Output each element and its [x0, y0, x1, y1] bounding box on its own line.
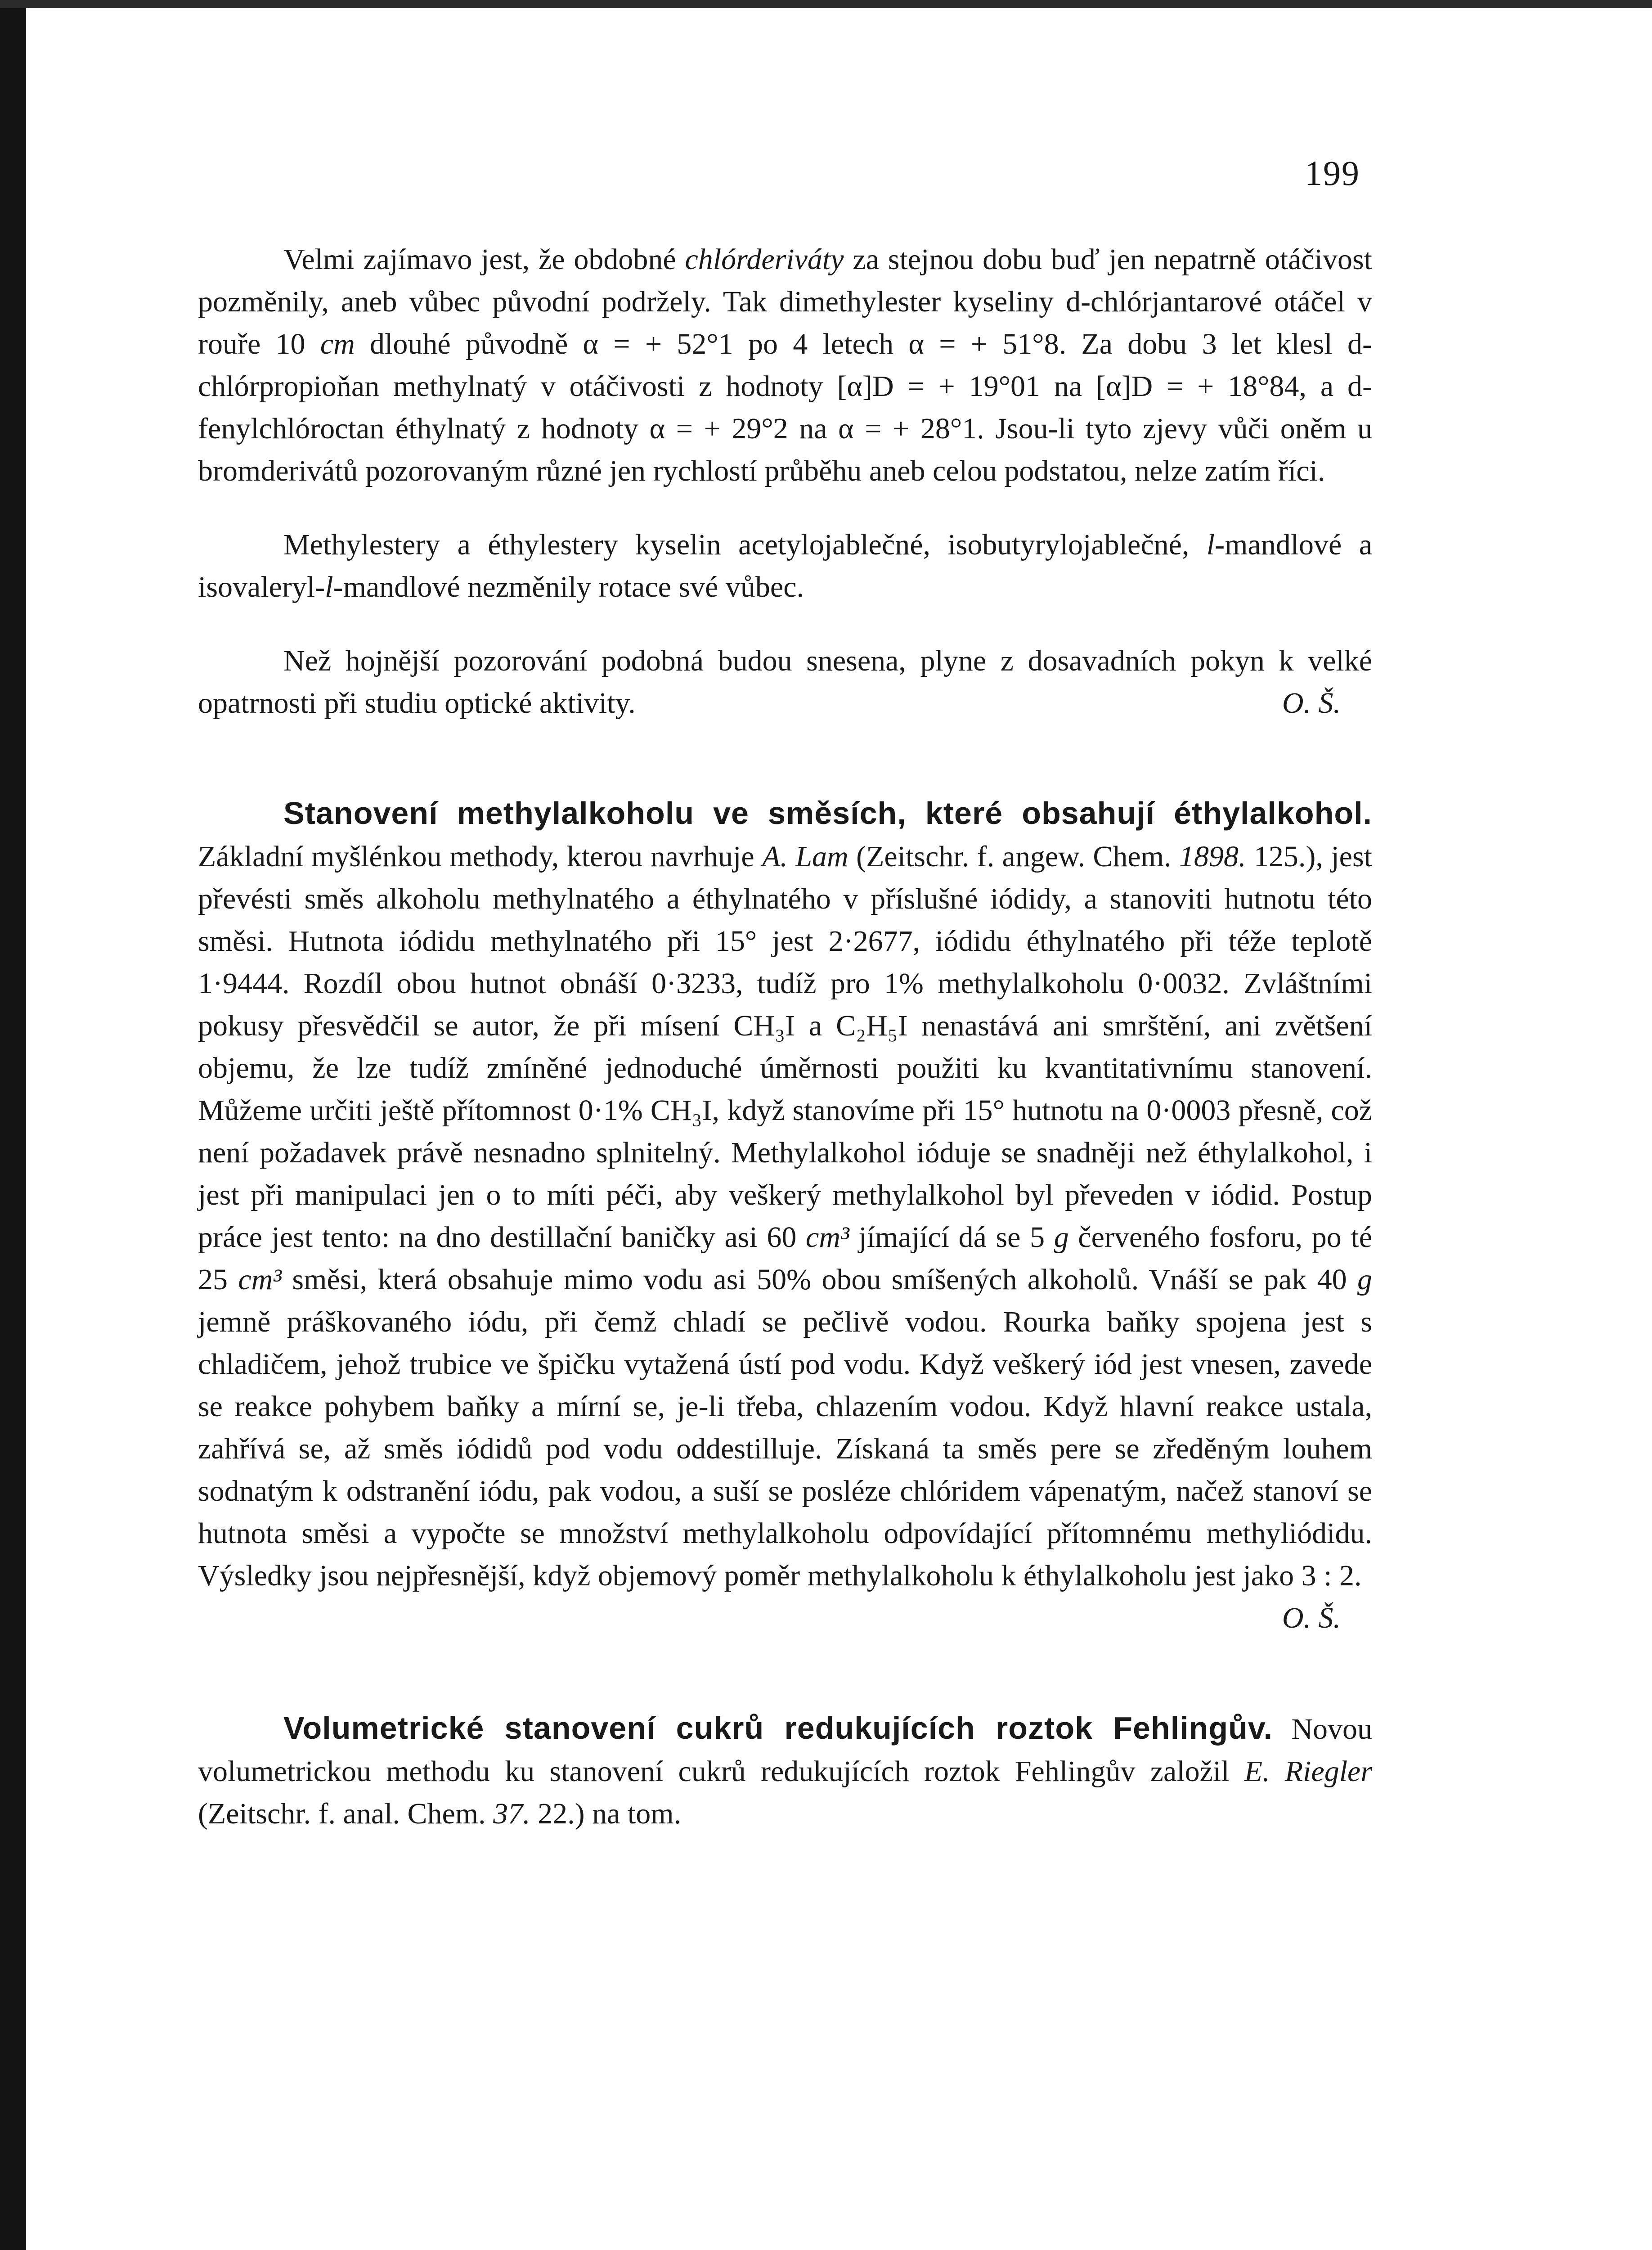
p4-author: A. Lam	[762, 840, 848, 873]
p4-unit-cm3-a: cm³	[806, 1221, 849, 1254]
p4-year: 1898.	[1179, 840, 1246, 873]
p4-text-e: červeného fosforu, po té 25	[198, 1221, 1373, 1296]
p4-unit-cm3-b: cm³	[238, 1263, 282, 1296]
p5-text-b: (Zeitschr. f. anal. Chem.	[198, 1797, 494, 1830]
p4-text-c: 125.), jest převésti směs alkoholu methylnatého a éthylnatého v příslušné iódidy, a stanoviti hutnotu této směsi. Hutnota iódidu methylnatého při 15° jest 2·2677, iódidu éthylnatého při téže teplotě 1·9444. Rozdíl obou hutnot obnáší 0·3233, tudíž pro 1% methylalkoholu 0·0032. Zvláštními pokusy přesvědčil se autor, že při mísení CH₃I a C₂H₅I nenastává ani smrštění, ani zvětšení objemu, že lze tudíž zmíněné jednoduché úměrnosti použiti ku kvantitativnímu stanovení. Můžeme určiti ještě přítomnost 0·1% CH₃I, když stanovíme při 15° hutnotu na 0·0003 přesně, což není požadavek právě nesnadno splnitelný. Methylalkohol ióduje se snadněji než éthylalkohol, i jest při manipulaci jen o to míti péči, aby veškerý methylalkohol byl převeden v iódid. Postup práce jest tento: na dno destillační baničky asi 60	[198, 840, 1372, 1254]
paragraph-caution	[198, 640, 1372, 724]
p4-signature: O. Š.	[1282, 1602, 1341, 1634]
page-number: 199	[1305, 153, 1360, 193]
paragraph-optical-activity	[198, 238, 1372, 492]
p4-unit-g-a: g	[1054, 1221, 1069, 1254]
text-column	[198, 238, 1372, 1835]
p3-signature: O. Š.	[1282, 687, 1341, 720]
p1-italic-chlorderivaty: chlórderiváty	[685, 243, 844, 276]
paragraph-fehling	[198, 1707, 1372, 1835]
p1-text-c: dlouhé původně α = + 52°1 po 4 letech α = + 51°8. Za dobu 3 let klesl d-chlórpropioňan methylnatý v otáčivosti z hodnoty [α]D = + 19°01 na [α]D = + 18°84, a d-fenylchlóroctan éthylnatý z hodnoty α = + 29°2 na α = + 28°1. Jsou-li tyto zjevy vůči oněm u bromderivátů pozorovaným různé jen rychlostí průběhu aneb celou podstatou, nelze zatím říci.	[198, 328, 1372, 487]
paragraph-esters	[198, 524, 1372, 608]
p1-italic-cm: cm	[320, 328, 355, 360]
p1-text-a: Velmi zajímavo jest, že obdobné	[283, 243, 685, 276]
scan-edge-top	[0, 0, 1652, 8]
p4-text-d: jímající dá se 5	[849, 1221, 1054, 1254]
p2-italic-l-b: l	[325, 571, 333, 603]
p4-text-b: (Zeitschr. f. angew. Chem.	[848, 840, 1179, 873]
p2-italic-l-a: l	[1206, 528, 1215, 561]
heading-methylalcohol: Stanovení methylalkoholu ve směsích, které obsahují éthylalkohol.	[283, 796, 1372, 831]
p3-text: Než hojnější pozorování podobná budou snesena, plyne z dosavadních pokyn k velké opatrnosti při studiu optické aktivity.	[198, 644, 1372, 720]
p5-volume: 37.	[493, 1797, 530, 1830]
p5-text-a: Novou volumetrickou methodu ku stanovení cukrů redukujících roztok Fehlingův založil	[198, 1713, 1372, 1788]
p5-author: E. Riegler	[1244, 1755, 1373, 1788]
heading-fehling: Volumetrické stanovení cukrů redukujících roztok Fehlingův.	[283, 1710, 1273, 1746]
scan-edge-left	[0, 0, 26, 2250]
p4-text-g: jemně práškovaného iódu, při čemž chladí se pečlivě vodou. Rourka baňky spojena jest s chladičem, jehož trubice ve špičku vytažená ústí pod vodu. Když veškerý iód jest vnesen, zavede se reakce pohybem baňky a mírní se, je-li třeba, chlazením vodou. Když hlavní reakce ustala, zahřívá se, až směs iódidů pod vodu oddestilluje. Získaná ta směs pere se zředěným louhem sodnatým k odstranění iódu, pak vodou, a suší se posléze chlóridem vápenatým, načež stanoví se hutnota směsi a vypočte se množství methylalkoholu odpovídající přítomnému methyliódidu. Výsledky jsou nejpřesnější, když objemový poměr methylalkoholu k éthylalkoholu jest jako 3 : 2.	[198, 1305, 1372, 1592]
p2-text-a: Methylestery a éthylestery kyselin acetylojablečné, isobutyrylojablečné,	[283, 528, 1207, 561]
p5-text-c: 22.) na tom.	[530, 1797, 682, 1830]
p4-unit-g-b: g	[1357, 1263, 1373, 1296]
p4-text-a: Základní myšlénkou methody, kterou navrhuje	[198, 840, 763, 873]
p2-text-c: -mandlové nezměnily rotace své vůbec.	[333, 571, 804, 603]
p2-text-b: -mandlové a isovaleryl-	[198, 528, 1372, 603]
paragraph-methylalcohol	[198, 792, 1372, 1639]
p4-text-f: směsi, která obsahuje mimo vodu asi 50% obou smíšených alkoholů. Vnáší se pak 40	[282, 1263, 1358, 1296]
p1-text-b: za stejnou dobu buď jen nepatrně otáčivost pozměnily, aneb vůbec původní podržely. Tak dimethylester kyseliny d-chlórjantarové otáčel v rouře 10	[198, 243, 1372, 360]
